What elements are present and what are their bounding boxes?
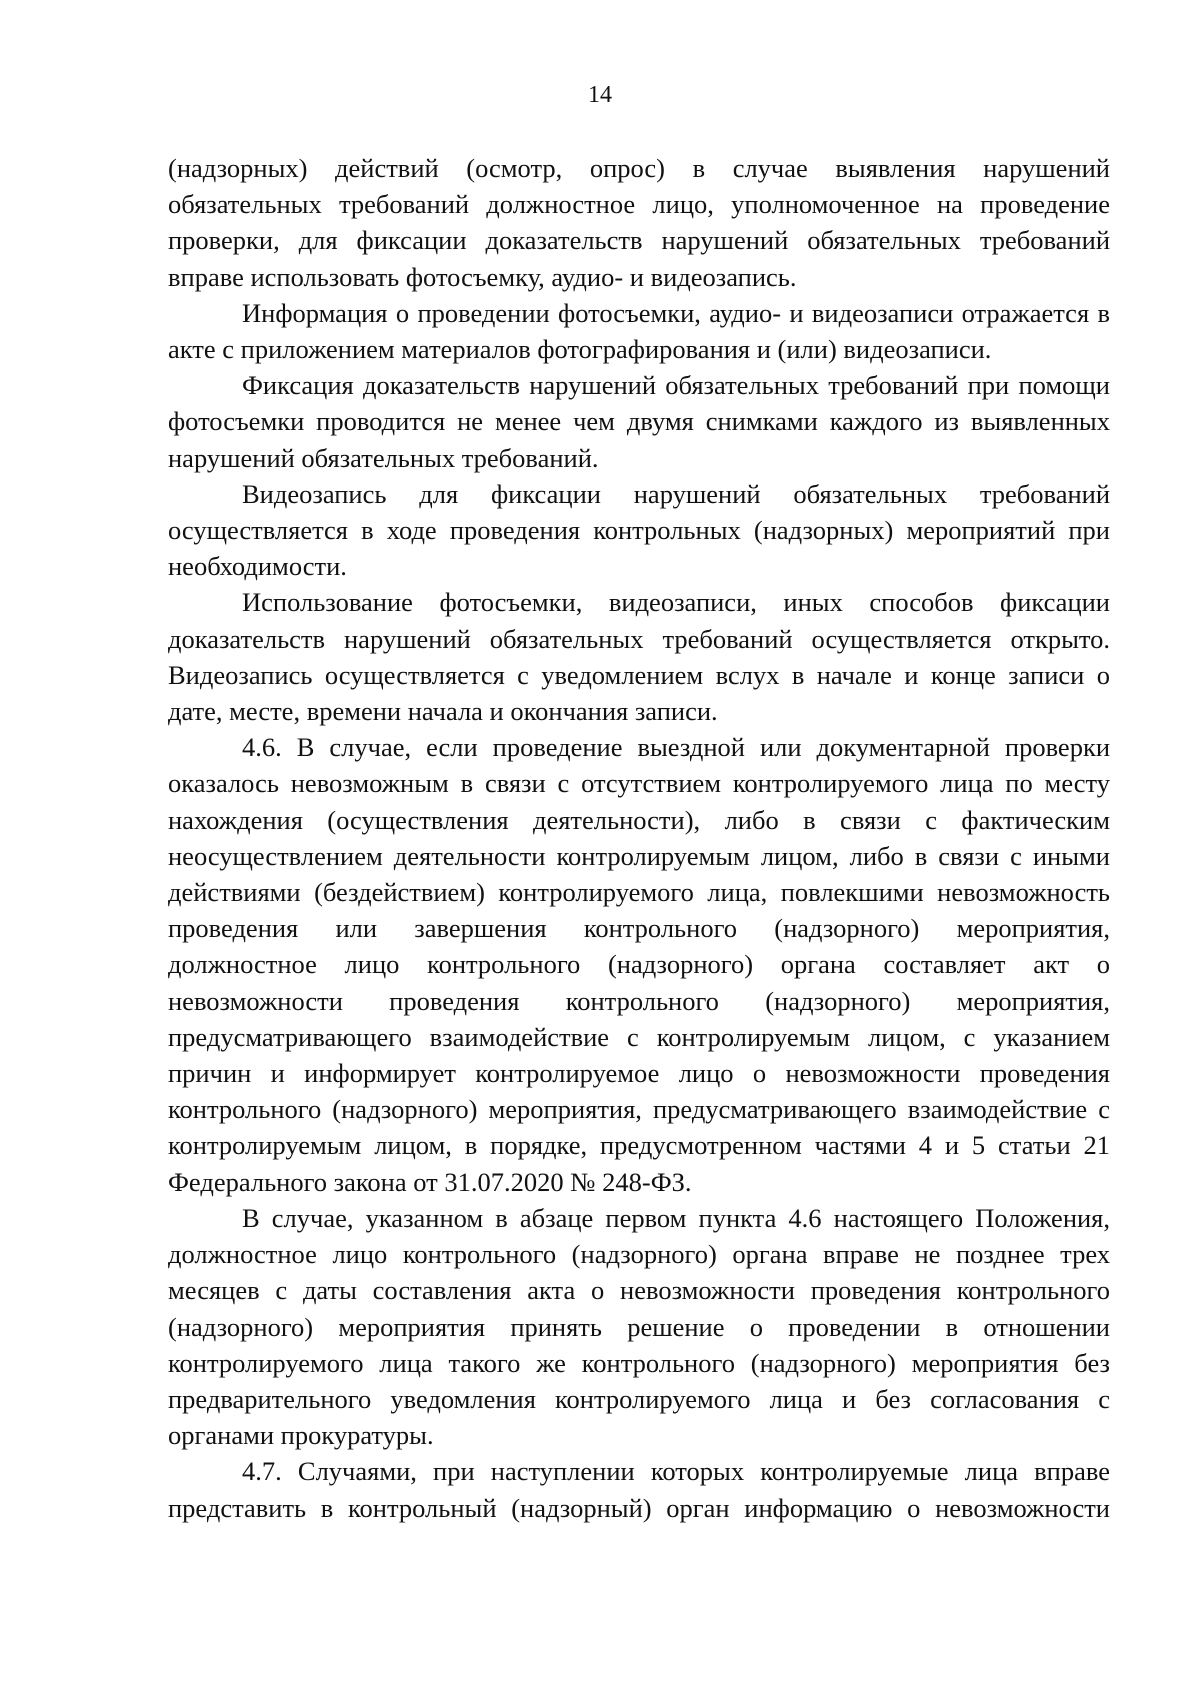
paragraph-clause-4-6: 4.6. В случае, если проведение выездной или документарной проверки оказалось невозможным в связи с отсутствием контролируемого лица по месту нахождения (осуществления деятельности), либо в связи с фактическим неосуществлением деятельности контролируемым лицом, либо в связи с иными действиями (бездействием) контролируемого лица, повлекшими невозможность проведения или завершения контрольного (надзорного) мероприятия, должностное лицо контрольного (надзорного) органа составляет акт о невозможности проведения контрольного (надзорного) мероприятия, предусматривающего взаимодействие с контролируемым лицом, с указанием причин и информирует контролируемое лицо о невозможности проведения контрольного (надзорного) мероприятия, предусматривающего взаимодействие с контролируемым лицом, в порядке, предусмотренном частями 4 и 5 статьи 21 Федерального закона от 31.07.2020 № 248-ФЗ.: [168, 732, 1110, 1197]
page-number: 14: [588, 82, 612, 108]
paragraph-video-fixation: Видеозапись для фиксации нарушений обязательных требований осуществляется в ходе проведения контрольных (надзорных) мероприятий при необходимости.: [168, 478, 1110, 582]
paragraph-open-recording: Использование фотосъемки, видеозаписи, иных способов фиксации доказательств нарушений обязательных требований осуществляется открыто. Видеозапись осуществляется с уведомлением вслух в начале и конце записи о дате, месте, времени начала и окончания записи.: [168, 587, 1110, 727]
paragraph-continuation: (надзорных) действий (осмотр, опрос) в случае выявления нарушений обязательных требований должностное лицо, уполномоченное на проведение проверки, для фиксации доказательств нарушений обязательных требований вправе использовать фотосъемку, аудио- и видеозапись.: [168, 153, 1110, 292]
paragraph-photo-fixation: Фиксация доказательств нарушений обязательных требований при помощи фотосъемки проводится не менее чем двумя снимками каждого из выявленных нарушений обязательных требований.: [168, 370, 1110, 473]
paragraph-photo-info: Информация о проведении фотосъемки, аудио- и видеозаписи отражается в акте с приложением материалов фотографирования и (или) видеозаписи.: [168, 297, 1110, 365]
paragraph-clause-4-6-case: В случае, указанном в абзаце первом пункта 4.6 настоящего Положения, должностное лицо контрольного (надзорного) органа вправе не позднее трех месяцев с даты составления акта о невозможности проведения контрольного (надзорного) мероприятия принять решение о проведении в отношении контролируемого лица такого же контрольного (надзорного) мероприятия без предварительного уведомления контролируемого лица и без согласования с органами прокуратуры.: [168, 1202, 1110, 1451]
document-body: [168, 150, 1110, 1526]
paragraph-clause-4-7: 4.7. Случаями, при наступлении которых контролируемые лица вправе представить в контрольный (надзорный) орган информацию о невозможности: [168, 1456, 1110, 1523]
